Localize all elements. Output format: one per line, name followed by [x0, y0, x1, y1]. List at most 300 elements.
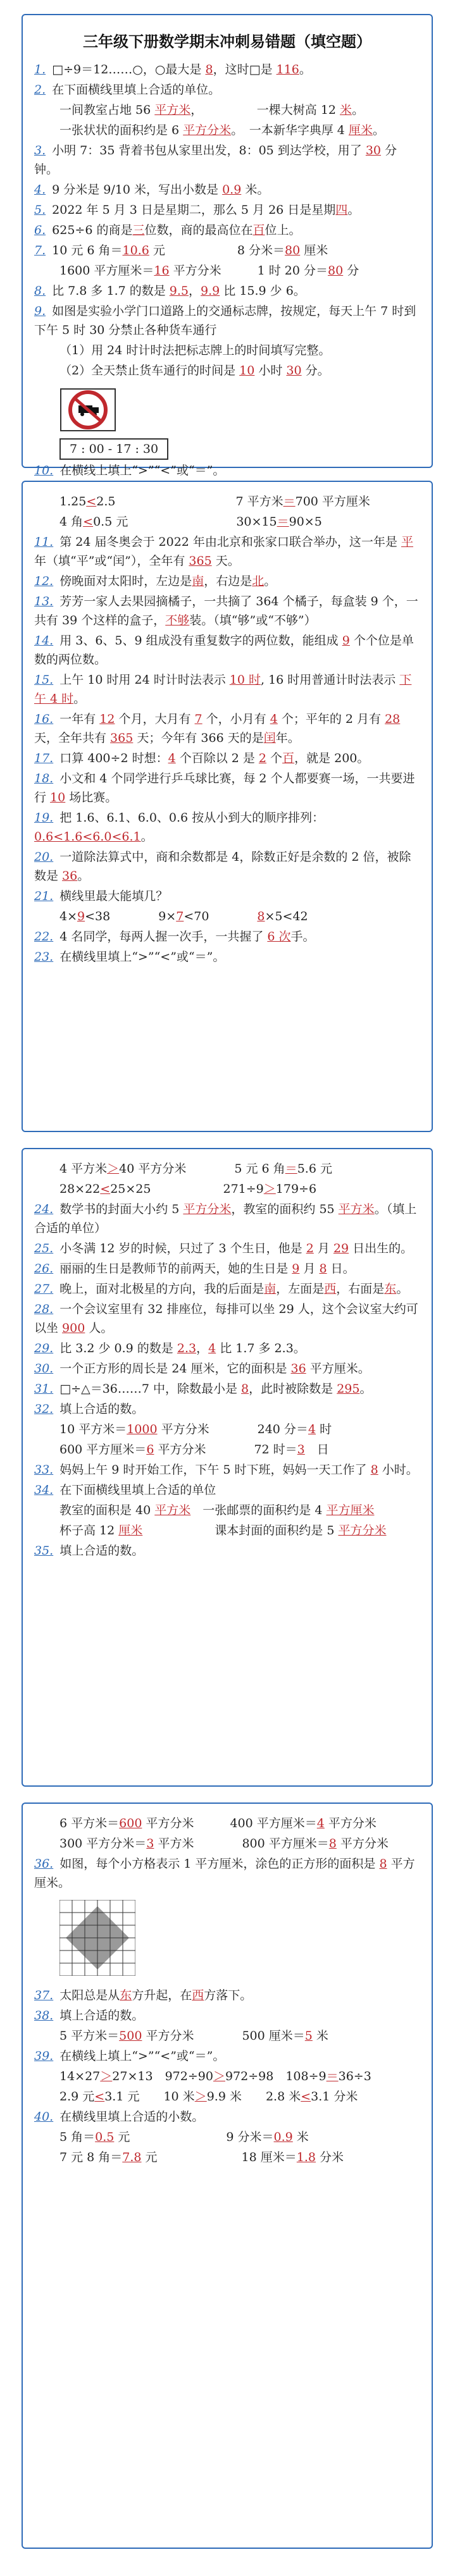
question-text: 。 [73, 692, 86, 706]
question-line [34, 101, 420, 120]
answer-text: ＝ [285, 1162, 297, 1176]
answer-text: 10.6 [122, 243, 149, 257]
question-text: 口算 400÷2 时想： [59, 751, 168, 765]
question-text: 厘米 [300, 243, 328, 257]
answer-text: 4 [208, 1341, 216, 1355]
question-text: 90×5 [289, 515, 322, 529]
question-text: 平方分米 400 平方厘米＝ [142, 1816, 317, 1830]
answer-text: 平方分米 [183, 123, 232, 137]
question-text: 元 9 分米＝ [114, 2130, 274, 2144]
answer-text: ＞ [263, 1182, 276, 1196]
answer-text: 10 [50, 791, 66, 804]
question-text: 月 [299, 1262, 320, 1276]
answer-text: 平方分米 [183, 1202, 232, 1216]
question-text: 分米 [316, 2150, 344, 2164]
answer-text: 8 [328, 1837, 337, 1851]
question-line [34, 2087, 420, 2106]
question-list [34, 1814, 420, 2167]
question-text: 5.6 元 [297, 1162, 332, 1176]
question-line [34, 2026, 420, 2045]
question-line [34, 1359, 420, 1378]
answer-text: 30 [286, 364, 302, 378]
answer-text: 0.9 [273, 2130, 293, 2144]
card-1 [22, 14, 433, 478]
question-text: 用 3、6、5、9 组成没有重复数字的两位数，能组成 [59, 634, 342, 648]
question-text: 。 [299, 63, 311, 77]
question-line [34, 341, 420, 360]
question-line [34, 492, 420, 511]
answer-text: ＝ [277, 515, 289, 529]
question-text: 时 [316, 1422, 332, 1436]
question-line [34, 1239, 420, 1258]
question-text: 0.5 元 30×15 [93, 515, 277, 529]
question-text: 平方厘米。 [34, 1857, 415, 1890]
answer-text: 365 [189, 554, 212, 568]
question-text: 晚上，面对北极星的方向，我的后面是 [59, 1282, 265, 1296]
card-3 [22, 1148, 433, 1787]
answer-text: < [100, 1182, 111, 1196]
question-line [34, 847, 420, 885]
question-text: 一张邮票的面积约是 4 [190, 1503, 327, 1517]
question-text: 妈妈上午 9 时开始工作，下午 5 时下班，妈妈一天工作了 [59, 1463, 371, 1477]
question-number: 38. [34, 2009, 54, 2023]
question-text: 课本封面的面积约是 5 [142, 1524, 339, 1538]
answer-text: 8 [379, 1857, 387, 1871]
question-text: 小冬满 12 岁的时候，只过了 3 个生日，他是 [59, 1242, 306, 1255]
answer-text: 6 次 [267, 930, 291, 944]
question-text: 人。 [85, 1321, 113, 1335]
question-text: 。 [359, 1382, 372, 1396]
question-text: 3.1 元 10 米 [104, 2090, 195, 2104]
answer-text: 0.5 [95, 2130, 115, 2144]
answer-text: 平方米 [338, 1202, 375, 1216]
question-text: 25×25 271÷9 [110, 1182, 264, 1196]
question-text: 一个会议室里有 32 排座位，每排可以坐 29 人，这个会议室大约可以坐 [34, 1302, 418, 1335]
question-line [34, 141, 420, 179]
question-text: 丽丽的生日是教师节的前两天，她的生日是 [59, 1262, 292, 1276]
question-list [34, 1159, 420, 1560]
answer-text: 5 [304, 2029, 313, 2043]
answer-text: 不够 [165, 613, 190, 627]
answer-text: 36 [290, 1362, 306, 1376]
question-line [34, 2047, 420, 2066]
question-text: 如图是实验小学门口道路上的交通标志牌，按规定，每天上午 7 时到下午 5 时 30 分禁止各种货车通行 [34, 304, 416, 337]
answer-text: 西 [192, 1988, 204, 2002]
answer-text: ＞ [213, 2069, 225, 2083]
question-line [34, 1159, 420, 1178]
question-text: 小明 7：35 背着书包从家里出发，8：05 到达学校，用了 [52, 144, 366, 157]
question-line [34, 281, 420, 300]
question-line [34, 2148, 420, 2167]
question-text: 比 7.8 多 1.7 的数是 [52, 284, 170, 298]
question-number: 13. [34, 595, 54, 608]
sign-time-label: 7 : 00 - 17 : 30 [59, 438, 168, 460]
question-text: 米。 [241, 183, 270, 197]
question-text: 数学书的封面大小约 5 [59, 1202, 184, 1216]
question-text: 分。 [301, 364, 330, 378]
question-number: 17. [34, 751, 54, 765]
question-text: 场比赛。 [65, 791, 118, 804]
answer-text: 四 [335, 203, 348, 217]
question-text: 日出生的。 [349, 1242, 413, 1255]
answer-text: 600 [119, 1816, 142, 1830]
question-text: 在横线里填上合适的小数。 [59, 2110, 204, 2124]
question-text: 。 [77, 869, 90, 883]
answer-text: 12 [99, 712, 115, 726]
question-number: 14. [34, 634, 54, 648]
question-line [34, 1834, 420, 1853]
question-text: 600 平方厘米＝ [59, 1443, 147, 1457]
question-line [34, 1400, 420, 1419]
question-text: 杯子高 12 [59, 1524, 119, 1538]
answer-text: 36 [62, 869, 78, 883]
question-text: 14×27 [59, 2069, 101, 2083]
question-text: ， 一棵大树高 12 [190, 103, 340, 117]
question-text: 小时 [254, 364, 287, 378]
answer-text: ＞ [107, 1162, 120, 1176]
question-text: 太阳总是从 [59, 1988, 120, 2002]
answer-text: 8 [257, 909, 265, 923]
answer-text: < [83, 515, 94, 529]
answer-text: 80 [328, 264, 344, 278]
question-number: 24. [34, 1202, 54, 1216]
question-number: 40. [34, 2110, 54, 2124]
question-number: 32. [34, 1402, 54, 1416]
traffic-sign [34, 381, 420, 438]
question-text: 5 平方米＝ [59, 2029, 120, 2043]
question-line [34, 1180, 420, 1199]
card-4 [22, 1803, 433, 2549]
question-line [34, 1379, 420, 1398]
question-number: 21. [34, 889, 54, 903]
question-line [34, 1200, 420, 1238]
question-text: 4 平方米 [59, 1162, 108, 1176]
question-number: 33. [34, 1463, 54, 1477]
question-text: 平方分米 240 分＝ [157, 1422, 308, 1436]
question-line [34, 533, 420, 570]
answer-text: 下午 4 时 [34, 673, 412, 706]
question-number: 23. [34, 950, 54, 964]
question-number: 26. [34, 1262, 54, 1276]
question-text: 位数，商的最高位在 [144, 223, 253, 237]
question-text: 2.9 元 [59, 2090, 95, 2104]
question-text: ，左面是 [276, 1282, 325, 1296]
question-text: 方落下。 [204, 1988, 252, 2002]
question-text: , 16 时用普通计时法表示 [261, 673, 400, 687]
answer-text: 28 [385, 712, 401, 726]
question-list [34, 60, 420, 480]
question-text: 月 [313, 1242, 333, 1255]
answer-text: 4 [270, 712, 278, 726]
question-line [34, 907, 420, 926]
answer-text: 10 [239, 364, 255, 378]
answer-text: 9.5 [169, 284, 189, 298]
answer-text: 厘米 [348, 123, 373, 137]
question-text: ，右边是 [204, 574, 252, 588]
answer-text: 4 [308, 1422, 316, 1436]
question-text: 个；平年的 2 月有 [277, 712, 385, 726]
question-text: 3.1 分米 [311, 2090, 358, 2104]
answer-text: 百 [282, 751, 295, 765]
question-text: 在横线里填上“>”“<”或“＝”。 [59, 950, 225, 964]
question-text: 2.5 7 平方米 [96, 495, 284, 508]
answer-text: 7 [194, 712, 203, 726]
question-number: 5. [34, 203, 46, 217]
question-text: 天；今年有 366 天的是 [133, 731, 264, 745]
question-number: 34. [34, 1483, 54, 1497]
question-line [34, 180, 420, 199]
question-text: 分钟。 [34, 144, 397, 176]
question-text: 平方米 800 平方厘米＝ [154, 1837, 329, 1851]
question-number: 27. [34, 1282, 54, 1296]
question-text: 个月，大月有 [115, 712, 195, 726]
question-number: 12. [34, 574, 54, 588]
question-text: 芳芳一家人去果园摘橘子，一共摘了 364 个橘子，每盒装 9 个，一共有 39 个这样的盒子， [34, 595, 418, 627]
question-line [34, 221, 420, 240]
answer-text: 1000 [127, 1422, 158, 1436]
question-text: 平方厘米。 [306, 1362, 370, 1376]
question-text: 一年有 [59, 712, 100, 726]
question-line [34, 121, 420, 140]
answer-text: ＝ [326, 2069, 339, 2083]
answer-text: 南 [192, 574, 204, 588]
question-text: 比 1.7 多 2.3。 [216, 1341, 306, 1355]
answer-text: 4 [316, 1816, 325, 1830]
answer-text: 2 [258, 751, 267, 765]
answer-text: 9.9 [201, 284, 220, 298]
question-text: 一道除法算式中，商和余数都是 4，除数正好是余数的 2 倍，被除数是 [34, 850, 411, 883]
answer-text: 2 [306, 1242, 314, 1255]
question-text: 40 平方分米 5 元 6 角 [119, 1162, 285, 1176]
question-line [34, 808, 420, 846]
question-text: 28×22 [59, 1182, 101, 1196]
question-text: 位上。 [265, 223, 301, 237]
question-text: （1）用 24 时计时法把标志牌上的时间填写完整。 [59, 343, 331, 357]
question-number: 29. [34, 1341, 54, 1355]
answer-text: 30 [365, 144, 382, 157]
question-number: 7. [34, 243, 46, 257]
question-text: 平方分米 [324, 1816, 377, 1830]
answer-text: 295 [337, 1382, 360, 1396]
question-text: 300 平方分米＝ [59, 1837, 147, 1851]
answer-text: < [301, 2090, 311, 2104]
answer-text: 平方米 [154, 1503, 191, 1517]
card-2 [22, 481, 433, 1132]
question-number: 20. [34, 850, 54, 864]
question-line [34, 572, 420, 591]
answer-text: 9 [77, 909, 85, 923]
question-text: 第 24 届冬奥会于 2022 年由北京和张家口联合举办，这一年是 [59, 535, 401, 549]
answer-text: 80 [285, 243, 301, 257]
answer-text: 8 [319, 1262, 327, 1276]
question-text: 。 一本新华字典厚 4 [231, 123, 349, 137]
question-text: ， [196, 1341, 209, 1355]
question-line [34, 887, 420, 906]
question-number: 2. [34, 83, 46, 97]
question-text: ，就是 200。 [294, 751, 370, 765]
question-text: 元 8 分米＝ [149, 243, 285, 257]
question-text: <70 [184, 909, 258, 923]
question-text: 比 15.9 少 6。 [220, 284, 306, 298]
question-line [34, 1501, 420, 1520]
question-line [34, 631, 420, 669]
question-line [34, 2107, 420, 2126]
question-text: 在下面横线里填上合适的单位 [59, 1483, 216, 1497]
question-text: 一个正方形的周长是 24 厘米，它的面积是 [59, 1362, 291, 1376]
question-text: 4 角 [59, 515, 84, 529]
question-number: 6. [34, 223, 46, 237]
question-line [34, 927, 420, 946]
question-line [34, 1420, 420, 1439]
answer-text: 0.6<1.6<6.0<6.1 [34, 830, 141, 844]
question-text: 日。 [327, 1262, 355, 1276]
question-number: 4. [34, 183, 46, 197]
answer-text: 三 [132, 223, 145, 237]
question-text: 个个位是单数的两位数。 [34, 634, 414, 667]
question-line [34, 1481, 420, 1500]
question-number: 39. [34, 2049, 54, 2063]
question-text: 教室的面积是 40 [59, 1503, 155, 1517]
question-text: 年。 [275, 731, 300, 745]
question-text: 在横线上填上“>”“<”或“＝”。 [59, 464, 225, 478]
question-text: （2）全天禁止货车通行的时间是 [59, 364, 240, 378]
question-text: 天。 [211, 554, 240, 568]
question-number: 3. [34, 144, 46, 157]
grid-figure [34, 1894, 420, 1985]
answer-text: 米 [340, 103, 352, 117]
question-number: 31. [34, 1382, 54, 1396]
question-line [34, 261, 420, 280]
question-number: 30. [34, 1362, 54, 1376]
question-number: 35. [34, 1544, 54, 1558]
question-text: 9 分米是 9/10 米，写出小数是 [52, 183, 223, 197]
question-text: 6 平方米＝ [59, 1816, 120, 1830]
answer-text: 6 [146, 1443, 154, 1457]
answer-text: ＞ [194, 2090, 207, 2104]
question-line [34, 60, 420, 79]
question-text: ，这时□是 [213, 63, 277, 77]
question-line [34, 1460, 420, 1479]
answer-text: 百 [252, 223, 265, 237]
question-text: 比 3.2 少 0.9 的数是 [59, 1341, 177, 1355]
question-text: ×5<42 [265, 909, 308, 923]
question-line [34, 1541, 420, 1560]
answer-text: 厘米 [118, 1524, 143, 1538]
question-text: 972÷98 108÷9 [225, 2069, 327, 2083]
question-line [34, 769, 420, 807]
question-line [34, 670, 420, 708]
question-text: 分 [343, 264, 359, 278]
question-line [34, 592, 420, 630]
question-text: 填上合适的数。 [59, 1402, 144, 1416]
question-line [34, 1440, 420, 1459]
question-number: 28. [34, 1302, 54, 1316]
question-number: 16. [34, 712, 54, 726]
question-text: 如图，每个小方格表示 1 平方厘米，涂色的正方形的面积是 [59, 1857, 380, 1871]
answer-text: 北 [252, 574, 265, 588]
question-text: 平方分米 72 时＝ [154, 1443, 297, 1457]
question-text: 个 [266, 751, 283, 765]
answer-text: < [94, 2090, 105, 2104]
question-line [34, 1854, 420, 1892]
answer-text: 8 [205, 63, 213, 77]
answer-text: 900 [62, 1321, 85, 1335]
question-text: 。（填上合适的单位） [34, 1202, 417, 1235]
question-line [34, 241, 420, 260]
question-text: 7 元 8 角＝ [59, 2150, 123, 2164]
answer-text: 500 [119, 2029, 142, 2043]
question-text: □÷9＝12……○，○最大是 [52, 63, 206, 77]
question-text: 在下面横线里填上合适的单位。 [52, 83, 221, 97]
answer-text: 8 [241, 1382, 249, 1396]
question-text: 5 角＝ [59, 2130, 96, 2144]
question-text: 1.25 [59, 495, 87, 508]
question-number: 36. [34, 1857, 54, 1871]
answer-text: ＝ [283, 495, 296, 508]
question-text: 10 元 6 角＝ [52, 243, 123, 257]
question-text: ，右面是 [336, 1282, 385, 1296]
question-line [34, 512, 420, 531]
question-text: 小时。 [378, 1463, 418, 1477]
answer-text: 南 [264, 1282, 277, 1296]
question-line [34, 1279, 420, 1298]
answer-text: 9 [342, 634, 350, 648]
question-text: 日 [304, 1443, 329, 1457]
answer-text: 4 [168, 751, 176, 765]
answer-text: 西 [324, 1282, 337, 1296]
question-text: □÷△＝36……7 中，除数最小是 [59, 1382, 242, 1396]
question-line [34, 2128, 420, 2147]
answer-text: 365 [110, 731, 134, 745]
question-text: 元 18 厘米＝ [141, 2150, 297, 2164]
answer-text: 7 [176, 909, 184, 923]
question-text: ，教室的面积约 55 [231, 1202, 339, 1216]
answer-text: 0.9 [222, 183, 242, 197]
answer-text: 9 [292, 1262, 300, 1276]
question-text: 横线里最大能填几？ [59, 889, 168, 903]
question-text: 平方分米 500 厘米＝ [142, 2029, 305, 2043]
question-text: 4× [59, 909, 78, 923]
question-text: 179÷6 [275, 1182, 317, 1196]
question-line [34, 749, 420, 768]
question-text: 。 [140, 830, 153, 844]
page-title: 三年级下册数学期末冲刺易错题（填空题） [83, 33, 371, 51]
question-text: 625÷6 的商是 [52, 223, 133, 237]
question-line [34, 200, 420, 219]
answer-text: 东 [120, 1988, 132, 2002]
question-text: 傍晚面对太阳时，左边是 [59, 574, 192, 588]
question-number: 8. [34, 284, 46, 298]
question-text: 一间教室占地 56 [59, 103, 155, 117]
question-text: 方升起，在 [132, 1988, 192, 2002]
answer-text: 8 [370, 1463, 378, 1477]
answer-text: 平方厘米 [326, 1503, 375, 1517]
question-line [34, 1300, 420, 1338]
question-text: ，此时被除数是 [249, 1382, 337, 1396]
question-text: 个，小月有 [202, 712, 270, 726]
answer-text: < [86, 495, 97, 508]
answer-text: 1.8 [296, 2150, 316, 2164]
answer-text: 2.3 [177, 1341, 197, 1355]
answer-text: 116 [276, 63, 299, 77]
answer-text: 7.8 [122, 2150, 142, 2164]
question-number: 18. [34, 772, 54, 786]
answer-text: 29 [333, 1242, 349, 1255]
question-text: <38 9× [85, 909, 177, 923]
question-text: 9.9 米 2.8 米 [206, 2090, 301, 2104]
question-text: 填上合适的数。 [59, 2009, 144, 2023]
question-text: 2022 年 5 月 3 日是星期二，那么 5 月 26 日是星期 [52, 203, 336, 217]
